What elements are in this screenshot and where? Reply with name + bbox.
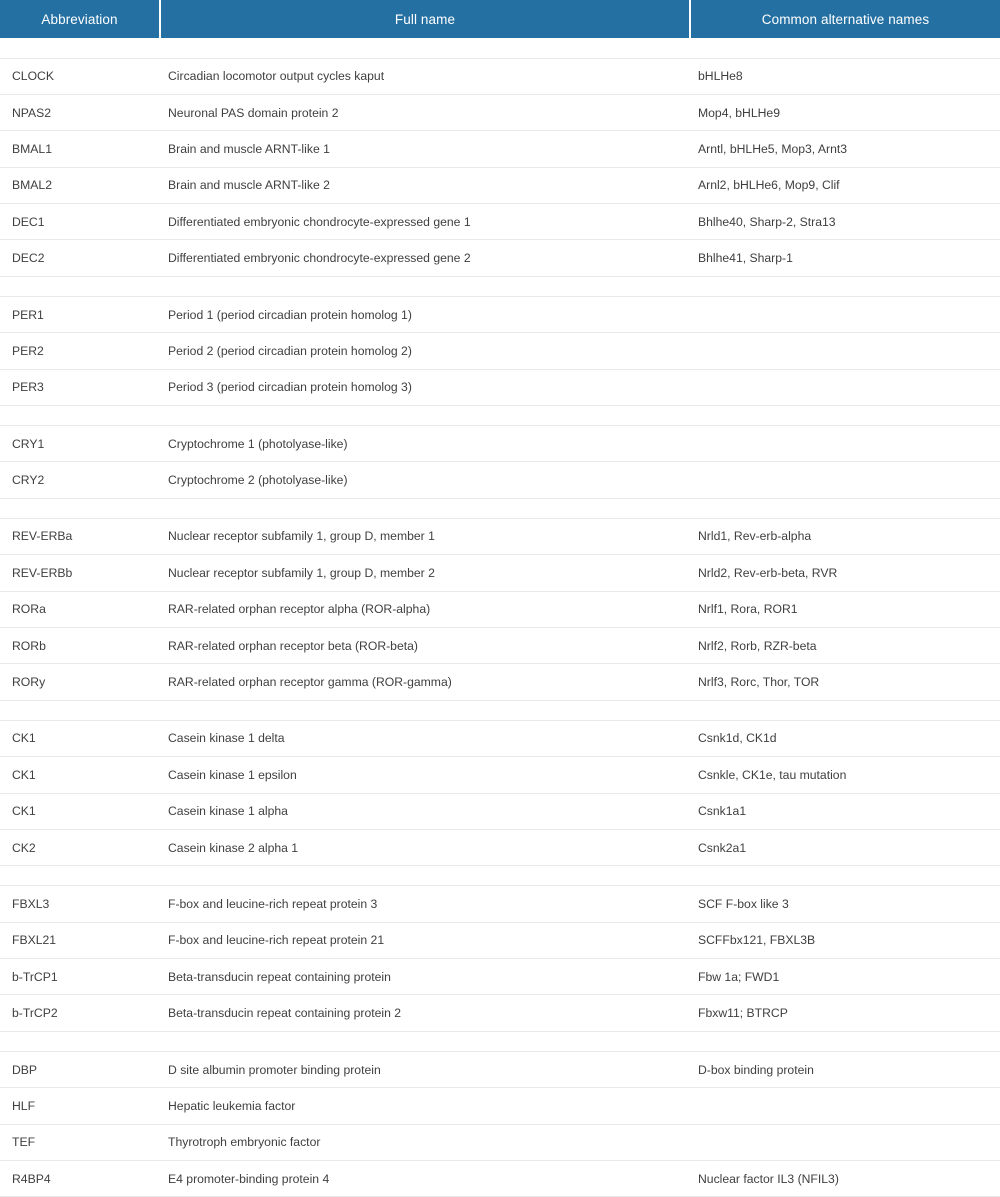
cell-abbreviation: CK1 [0,793,160,829]
cell-abbreviation: b-TrCP1 [0,959,160,995]
cell-alternative-names: Nrld1, Rev-erb-alpha [690,518,1000,554]
cell-abbreviation: PER1 [0,296,160,332]
table-row [0,1161,1000,1197]
cell-abbreviation: PER2 [0,333,160,369]
group-separator-row [0,1031,1000,1051]
cell-full-name: Thyrotroph embryonic factor [160,1124,690,1160]
cell-alternative-names: SCF F-box like 3 [690,886,1000,922]
group-separator-cell [0,498,160,518]
cell-alternative-names [690,1124,1000,1160]
group-separator-row [0,38,1000,58]
table-row [0,591,1000,627]
cell-alternative-names [690,426,1000,462]
cell-alternative-names [690,296,1000,332]
cell-full-name: Differentiated embryonic chondrocyte-expressed gene 1 [160,204,690,240]
group-separator-row [0,406,1000,426]
cell-abbreviation: DEC1 [0,204,160,240]
cell-alternative-names [690,369,1000,405]
cell-full-name: RAR-related orphan receptor beta (ROR-beta) [160,627,690,663]
group-separator-row [0,498,1000,518]
group-separator-cell [160,498,690,518]
cell-abbreviation: HLF [0,1088,160,1124]
cell-abbreviation: CK1 [0,757,160,793]
table-row [0,793,1000,829]
cell-full-name: E4 promoter-binding protein 4 [160,1161,690,1197]
cell-full-name: Period 2 (period circadian protein homolog 2) [160,333,690,369]
cell-abbreviation: TEF [0,1124,160,1160]
group-separator-cell [0,700,160,720]
cell-full-name: Nuclear receptor subfamily 1, group D, member 2 [160,555,690,591]
table-row [0,131,1000,167]
cell-alternative-names: SCFFbx121, FBXL3B [690,922,1000,958]
group-separator-row [0,700,1000,720]
table-row [0,1051,1000,1087]
cell-abbreviation: RORb [0,627,160,663]
cell-alternative-names [690,1088,1000,1124]
table-row [0,369,1000,405]
table-body [0,38,1000,1197]
cell-abbreviation: b-TrCP2 [0,995,160,1031]
cell-abbreviation: CLOCK [0,58,160,94]
group-separator-cell [160,276,690,296]
cell-alternative-names: Csnk2a1 [690,829,1000,865]
table-row [0,555,1000,591]
cell-full-name: F-box and leucine-rich repeat protein 21 [160,922,690,958]
cell-abbreviation: FBXL3 [0,886,160,922]
group-separator-cell [160,700,690,720]
group-separator-cell [690,276,1000,296]
table-row [0,995,1000,1031]
table-row [0,462,1000,498]
cell-alternative-names [690,333,1000,369]
cell-abbreviation: FBXL21 [0,922,160,958]
cell-alternative-names: Nrlf1, Rora, ROR1 [690,591,1000,627]
cell-full-name: Casein kinase 1 epsilon [160,757,690,793]
cell-abbreviation: REV-ERBa [0,518,160,554]
cell-alternative-names: D-box binding protein [690,1051,1000,1087]
table-row [0,58,1000,94]
cell-abbreviation: RORy [0,664,160,700]
group-separator-row [0,866,1000,886]
cell-alternative-names: bHLHe8 [690,58,1000,94]
cell-full-name: Nuclear receptor subfamily 1, group D, member 1 [160,518,690,554]
table-row [0,1124,1000,1160]
table-row [0,167,1000,203]
table-row [0,627,1000,663]
group-separator-cell [690,700,1000,720]
group-separator-cell [0,38,160,58]
group-separator-cell [690,38,1000,58]
table-row [0,720,1000,756]
group-separator-cell [160,406,690,426]
cell-full-name: Circadian locomotor output cycles kaput [160,58,690,94]
cell-alternative-names [690,462,1000,498]
cell-abbreviation: REV-ERBb [0,555,160,591]
cell-alternative-names: Fbxw11; BTRCP [690,995,1000,1031]
cell-abbreviation: CK1 [0,720,160,756]
table-row [0,333,1000,369]
table-row [0,886,1000,922]
cell-alternative-names: Nrlf3, Rorc, Thor, TOR [690,664,1000,700]
table-row [0,664,1000,700]
group-separator-row [0,276,1000,296]
cell-abbreviation: R4BP4 [0,1161,160,1197]
cell-alternative-names: Arntl, bHLHe5, Mop3, Arnt3 [690,131,1000,167]
column-header-full-name: Full name [160,0,690,38]
cell-abbreviation: RORa [0,591,160,627]
cell-full-name: Beta-transducin repeat containing protein 2 [160,995,690,1031]
cell-abbreviation: BMAL2 [0,167,160,203]
group-separator-cell [160,866,690,886]
cell-alternative-names: Nuclear factor IL3 (NFIL3) [690,1161,1000,1197]
cell-full-name: Hepatic leukemia factor [160,1088,690,1124]
column-header-alternative-names: Common alternative names [690,0,1000,38]
table-header-row [0,0,1000,38]
table-row [0,959,1000,995]
cell-full-name: RAR-related orphan receptor gamma (ROR-gamma) [160,664,690,700]
cell-abbreviation: DEC2 [0,240,160,276]
cell-full-name: Cryptochrome 2 (photolyase-like) [160,462,690,498]
cell-full-name: Casein kinase 1 delta [160,720,690,756]
table-row [0,922,1000,958]
cell-abbreviation: NPAS2 [0,94,160,130]
table-header [0,0,1000,38]
table-row [0,1088,1000,1124]
cell-full-name: Casein kinase 2 alpha 1 [160,829,690,865]
cell-full-name: D site albumin promoter binding protein [160,1051,690,1087]
cell-alternative-names: Csnk1d, CK1d [690,720,1000,756]
group-separator-cell [690,406,1000,426]
group-separator-cell [0,276,160,296]
cell-full-name: RAR-related orphan receptor alpha (ROR-alpha) [160,591,690,627]
table-row [0,426,1000,462]
group-separator-cell [690,498,1000,518]
cell-alternative-names: Csnkle, CK1e, tau mutation [690,757,1000,793]
cell-abbreviation: CRY1 [0,426,160,462]
cell-abbreviation: BMAL1 [0,131,160,167]
cell-abbreviation: CK2 [0,829,160,865]
cell-abbreviation: PER3 [0,369,160,405]
table-row [0,296,1000,332]
group-separator-cell [160,38,690,58]
cell-alternative-names: Bhlhe40, Sharp-2, Stra13 [690,204,1000,240]
group-separator-cell [690,1031,1000,1051]
table-row [0,518,1000,554]
cell-full-name: Differentiated embryonic chondrocyte-expressed gene 2 [160,240,690,276]
cell-abbreviation: CRY2 [0,462,160,498]
cell-full-name: Period 1 (period circadian protein homolog 1) [160,296,690,332]
group-separator-cell [0,1031,160,1051]
group-separator-cell [160,1031,690,1051]
table-row [0,94,1000,130]
cell-full-name: Cryptochrome 1 (photolyase-like) [160,426,690,462]
group-separator-cell [690,866,1000,886]
table-row [0,757,1000,793]
table-row [0,829,1000,865]
cell-full-name: F-box and leucine-rich repeat protein 3 [160,886,690,922]
cell-alternative-names: Nrld2, Rev-erb-beta, RVR [690,555,1000,591]
cell-alternative-names: Fbw 1a; FWD1 [690,959,1000,995]
cell-alternative-names: Nrlf2, Rorb, RZR-beta [690,627,1000,663]
group-separator-cell [0,866,160,886]
cell-abbreviation: DBP [0,1051,160,1087]
cell-full-name: Beta-transducin repeat containing protein [160,959,690,995]
cell-full-name: Period 3 (period circadian protein homolog 3) [160,369,690,405]
cell-alternative-names: Arnl2, bHLHe6, Mop9, Clif [690,167,1000,203]
table-row [0,204,1000,240]
cell-full-name: Casein kinase 1 alpha [160,793,690,829]
cell-full-name: Neuronal PAS domain protein 2 [160,94,690,130]
cell-alternative-names: Mop4, bHLHe9 [690,94,1000,130]
group-separator-cell [0,406,160,426]
column-header-abbreviation: Abbreviation [0,0,160,38]
cell-full-name: Brain and muscle ARNT-like 1 [160,131,690,167]
cell-alternative-names: Bhlhe41, Sharp-1 [690,240,1000,276]
table-row [0,240,1000,276]
cell-alternative-names: Csnk1a1 [690,793,1000,829]
cell-full-name: Brain and muscle ARNT-like 2 [160,167,690,203]
